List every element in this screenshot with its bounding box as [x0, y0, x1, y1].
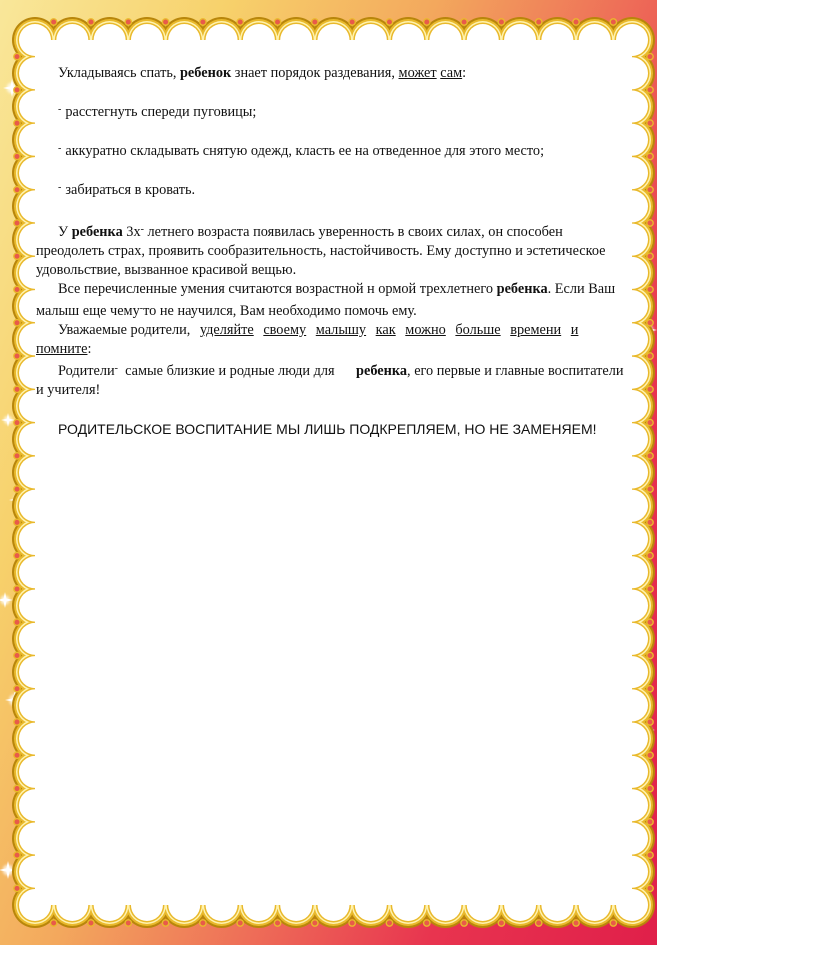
- bold-child: ребенка: [71, 224, 123, 240]
- sparkle-star: [1, 413, 15, 427]
- paragraph-parents-closest: Родители- самые близкие и родные люди для ребенка, его первые и главные воспитатели и учителя!: [36, 363, 624, 398]
- bold-child: ребенка: [496, 281, 548, 297]
- list-item: - забираться в кровать.: [58, 182, 196, 198]
- list-item: - расстегнуть спереди пуговицы;: [58, 104, 257, 120]
- underlined-word: можно: [405, 322, 446, 338]
- underlined-word: сам: [440, 65, 463, 81]
- bold-child: ребенка: [356, 363, 408, 379]
- dash-marker: -: [58, 182, 62, 193]
- underlined-word: малышу: [315, 322, 367, 338]
- paragraph-undressing: Укладываясь спать, ребенок знает порядок раздевания, может сам:: [58, 65, 467, 81]
- bold-child: ребенок: [179, 65, 232, 81]
- underlined-word: и: [570, 322, 579, 338]
- underlined-word: помните: [36, 341, 88, 357]
- dash-marker: -: [58, 143, 62, 154]
- underlined-word: времени: [510, 322, 562, 338]
- sparkle-star: [0, 592, 13, 608]
- underlined-word: может: [398, 65, 437, 81]
- list-item: - аккуратно складывать снятую одежд, класть ее на отведенное для этого место;: [58, 143, 545, 159]
- paragraph-age-norm: Все перечисленные умения считаются возрастной н ормой трехлетнего ребенка. Если Ваш малыш еще чему-то не научился, Вам необходимо помочь ему.: [36, 281, 616, 319]
- underlined-word: уделяйте: [199, 322, 254, 338]
- paragraph-confidence: У ребенка 3х- летнего возраста появилась уверенность в своих силах, он способен преодолеть страх, проявить сообразительность, настойчивость. Ему доступно и эстетическое удовольствие, вызванное красивой вещью.: [36, 224, 606, 278]
- underlined-word: как: [375, 322, 396, 338]
- underlined-word: больше: [455, 322, 501, 338]
- document-text: [36, 64, 626, 439]
- underlined-word: своему: [263, 322, 307, 338]
- paragraph-dear-parents: Уважаемые родители, уделяйте своему малышу как можно больше времени и помните:: [36, 322, 579, 357]
- closing-statement: РОДИТЕЛЬСКОЕ ВОСПИТАНИЕ МЫ ЛИШЬ ПОДКРЕПЛЯЕМ, НО НЕ ЗАМЕНЯЕМ!: [58, 421, 597, 437]
- dash-marker: -: [58, 104, 62, 115]
